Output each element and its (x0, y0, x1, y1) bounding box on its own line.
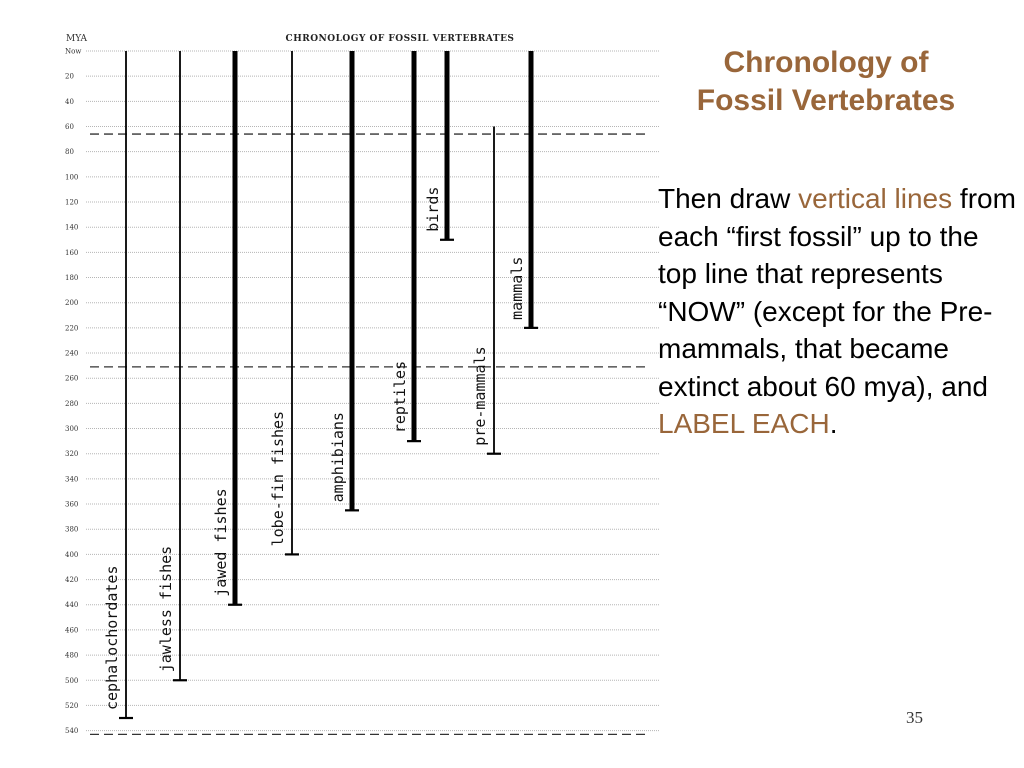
page-number: 35 (906, 708, 923, 727)
y-tick-label: 400 (65, 550, 79, 559)
body-text-part-3: from each “first fossil” up to the top line that represents “NOW” (except for the Pre-mammals, that became extinct about 60 mya), and (658, 183, 1016, 402)
y-tick-label: 380 (65, 525, 79, 534)
y-tick-label: 20 (65, 72, 74, 81)
y-tick-label: 240 (65, 349, 79, 358)
y-tick-label: 180 (65, 274, 79, 283)
y-tick-label: 440 (65, 601, 79, 610)
y-tick-label: 80 (65, 148, 74, 157)
y-tick-label: 340 (65, 475, 79, 484)
lineage-label-jawless-fishes: jawless fishes (157, 545, 175, 673)
lineage-label-lobe-fin-fishes: lobe-fin fishes (269, 410, 287, 547)
y-tick-label: 280 (65, 399, 79, 408)
y-tick-label: 120 (65, 198, 79, 207)
y-tick-label: 480 (65, 651, 79, 660)
slide-title-line-2: Fossil Vertebrates (696, 84, 956, 117)
y-tick-label: 420 (65, 576, 79, 585)
body-text-highlight-label-each: LABEL EACH (658, 408, 830, 439)
lineage-label-cephalochordates: cephalochordates (103, 565, 121, 711)
lineage-label-reptiles: reptiles (391, 360, 409, 434)
y-tick-label: Now (65, 47, 82, 56)
y-tick-label: 60 (65, 123, 74, 132)
lineage-label-jawed-fishes: jawed fishes (212, 488, 230, 597)
y-axis-label: MYA (66, 34, 87, 44)
body-text-highlight-vertical-lines: vertical lines (798, 183, 953, 214)
lineage-label-birds: birds (424, 186, 442, 232)
y-tick-label: 220 (65, 324, 79, 333)
body-text-part-5: . (829, 408, 838, 439)
y-tick-label: 40 (65, 97, 74, 106)
y-tick-label: 320 (65, 450, 79, 459)
slide-title (648, 44, 1004, 120)
y-tick-label: 300 (65, 425, 79, 434)
slide-body-text (658, 180, 1018, 443)
y-tick-label: 360 (65, 500, 79, 509)
lineage-label-mammals: mammals (508, 256, 526, 320)
y-tick-label: 160 (65, 248, 79, 257)
chart-title: CHRONOLOGY OF FOSSIL VERTEBRATES (285, 34, 515, 44)
y-tick-label: 200 (65, 299, 79, 308)
lineage-label-amphibians: amphibians (329, 412, 347, 503)
slide-title-line-1: Chronology of (723, 46, 929, 79)
y-tick-label: 140 (65, 223, 79, 232)
y-tick-label: 500 (65, 676, 79, 685)
lineage-label-pre-mammals: pre-mammals (471, 346, 489, 446)
y-tick-label: 100 (65, 173, 79, 182)
body-text-part-1: Then draw (658, 183, 799, 214)
y-tick-label: 260 (65, 374, 79, 383)
y-tick-label: 460 (65, 626, 79, 635)
y-tick-label: 540 (65, 727, 79, 736)
y-tick-label: 520 (65, 701, 79, 710)
